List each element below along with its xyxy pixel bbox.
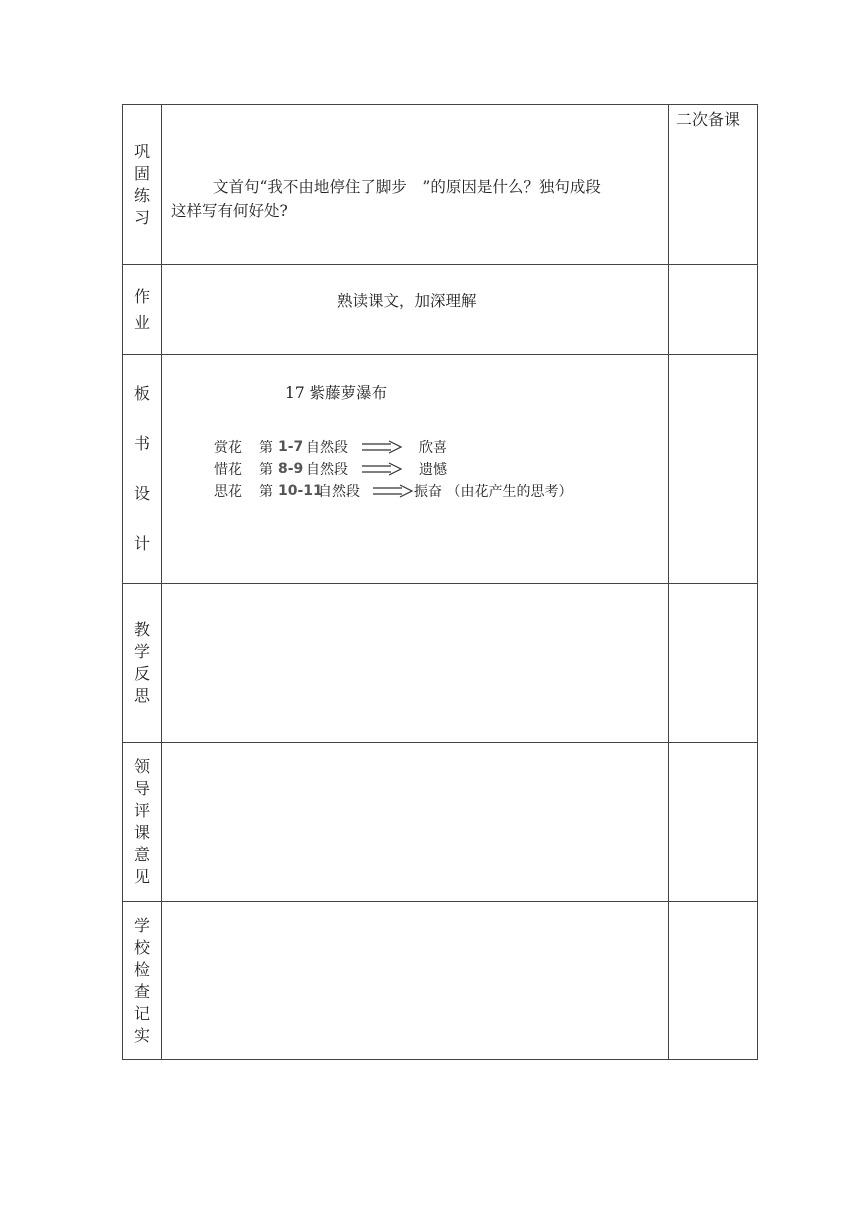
row-label [123, 355, 162, 583]
note-cell [668, 265, 757, 354]
label-char: 检 [133, 959, 150, 979]
homework-content [161, 265, 669, 354]
note-cell [668, 743, 757, 901]
board-line-number: 1-7 [278, 439, 304, 455]
board-line-unit: 自然段 [306, 440, 348, 456]
row-board-design [123, 355, 757, 584]
label-char: 板 [133, 384, 150, 403]
label-char: 领 [133, 757, 150, 776]
board-line-prefix: 第 [259, 440, 273, 456]
label-char: 查 [133, 981, 150, 1001]
label-char: 固 [133, 163, 150, 183]
label-char: 教 [133, 620, 150, 639]
label-char: 巩 [133, 141, 150, 161]
board-line-feeling: 振奋 （由花产生的思考） [414, 484, 573, 500]
board-line-number: 10-11 [278, 483, 323, 499]
note-cell [668, 105, 757, 264]
label-char: 设 [133, 484, 150, 503]
label-char: 意 [133, 845, 150, 864]
label-char: 评 [133, 801, 150, 820]
label-char: 练 [133, 185, 150, 205]
board-line-unit: 自然段 [318, 484, 360, 500]
double-arrow-icon [361, 440, 403, 454]
label-char: 导 [133, 779, 150, 798]
practice-question-line2: 这样写有何好处? [171, 202, 288, 220]
board-line-topic: 思花 [214, 484, 242, 500]
board-design-content [161, 355, 669, 583]
label-char: 业 [133, 312, 150, 332]
label-char: 作 [133, 286, 150, 306]
row-homework [123, 265, 757, 355]
label-char: 反 [133, 664, 150, 683]
review-content [161, 743, 669, 901]
board-title: 17 紫藤萝瀑布 [285, 384, 388, 402]
reflection-content [161, 584, 669, 742]
row-practice [123, 105, 757, 265]
note-heading: 二次备课 [676, 110, 741, 129]
row-teaching-reflection [123, 584, 757, 743]
label-char: 见 [133, 867, 150, 886]
board-line-unit: 自然段 [306, 462, 348, 478]
label-char: 实 [133, 1025, 150, 1045]
practice-content [161, 105, 669, 264]
row-label [123, 265, 162, 354]
row-school-inspection [123, 902, 757, 1059]
practice-question-line1: 文首句“我不由地停住了脚步 ”的原因是什么？独句成段 [213, 178, 601, 196]
row-label [123, 105, 162, 264]
label-char: 校 [133, 937, 150, 957]
note-cell [668, 902, 757, 1059]
inspection-content [161, 902, 669, 1059]
double-arrow-icon [372, 484, 414, 498]
double-arrow-icon [361, 462, 403, 476]
board-line-feeling: 欣喜 [419, 440, 447, 456]
note-cell [668, 584, 757, 742]
row-label [123, 584, 162, 742]
row-leader-review [123, 743, 757, 902]
label-char: 课 [133, 823, 150, 842]
board-line [161, 481, 661, 501]
label-char: 计 [133, 534, 150, 553]
label-char: 记 [133, 1003, 150, 1023]
board-line-feeling: 遗憾 [419, 462, 447, 478]
label-char: 思 [133, 686, 150, 705]
homework-text: 熟读课文，加深理解 [337, 292, 477, 310]
label-char: 习 [133, 207, 150, 227]
label-char: 书 [133, 434, 150, 453]
board-line-topic: 惜花 [214, 462, 242, 478]
board-line-topic: 赏花 [214, 440, 242, 456]
lesson-plan-table [122, 104, 758, 1060]
board-line-prefix: 第 [259, 484, 273, 500]
row-label [123, 743, 162, 901]
label-char: 学 [133, 642, 150, 661]
board-line-number: 8-9 [278, 461, 304, 477]
board-line-prefix: 第 [259, 462, 273, 478]
note-cell [668, 355, 757, 583]
board-line [161, 459, 661, 479]
board-line [161, 437, 661, 457]
label-char: 学 [133, 915, 150, 935]
row-label [123, 902, 162, 1059]
